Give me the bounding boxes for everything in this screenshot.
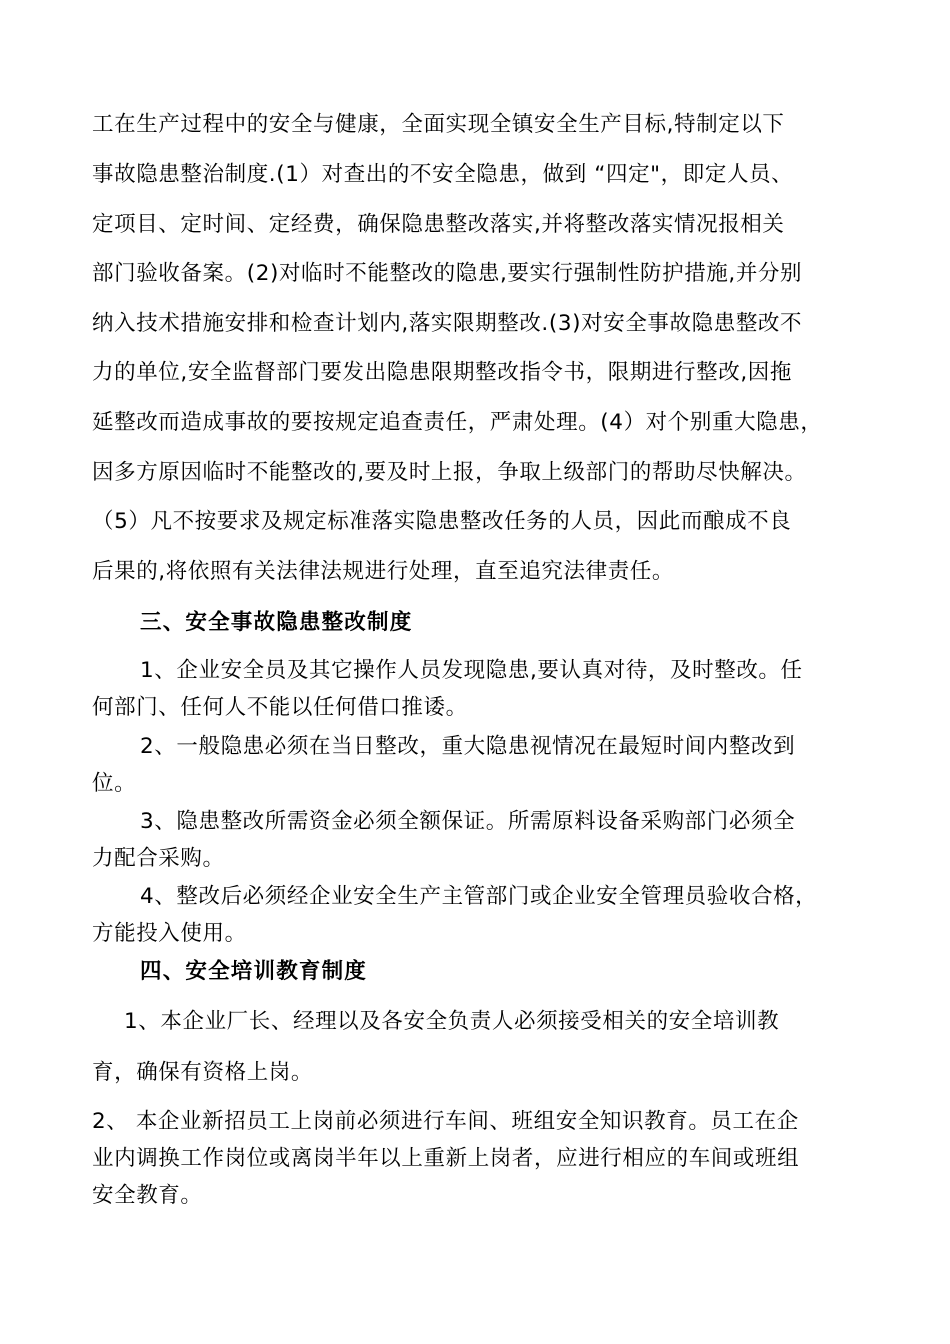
- list-item-line: 4、整改后必须经企业安全生产主管部门或企业安全管理员验收合格，: [140, 884, 818, 909]
- paragraph-line: 部门验收备案。(2)对临时不能整改的隐患,要实行强制性防护措施,并分别: [92, 261, 803, 286]
- paragraph-line: 后果的,将依照有关法律法规进行处理，直至追究法律责任。: [92, 559, 675, 584]
- section-heading: 四、安全培训教育制度: [140, 959, 368, 984]
- list-item-line: 3、隐患整改所需资金必须全额保证。所需原料设备采购部门必须全: [140, 809, 796, 834]
- paragraph-line: 力的单位,安全监督部门要发出隐患限期整改指令书，限期进行整改,因拖: [92, 360, 792, 385]
- paragraph-line: 定项目、定时间、定经费，确保隐患整改落实,并将整改落实情况报相关: [92, 212, 785, 237]
- list-item-line: 力配合采购。: [92, 846, 225, 871]
- list-item-line: 2、 本企业新招员工上岗前必须进行车间、班组安全知识教育。员工在企: [92, 1109, 799, 1134]
- section-heading: 三、安全事故隐患整改制度: [140, 610, 413, 635]
- list-item-line: 方能投入使用。: [92, 921, 247, 946]
- list-item-line: 何部门、任何人不能以任何借口推诿。: [92, 695, 468, 720]
- list-item-line: 1、本企业厂长、经理以及各安全负责人必须接受相关的安全培训教: [124, 1009, 780, 1034]
- list-item-line: 1、企业安全员及其它操作人员发现隐患,要认真对待，及时整改。任: [140, 658, 803, 683]
- paragraph-line: 工在生产过程中的安全与健康，全面实现全镇安全生产目标,特制定以下: [92, 112, 785, 137]
- paragraph-line: 延整改而造成事故的要按规定追查责任，严肃处理。(4）对个别重大隐患，: [92, 410, 823, 435]
- list-item-line: 2、一般隐患必须在当日整改，重大隐患视情况在最短时间内整改到: [140, 734, 796, 759]
- list-item-line: 业内调换工作岗位或离岗半年以上重新上岗者，应进行相应的车间或班组: [92, 1146, 800, 1171]
- list-item-line: 位。: [92, 771, 137, 796]
- paragraph-line: 纳入技术措施安排和检查计划内,落实限期整改.(3)对安全事故隐患整改不: [92, 311, 803, 336]
- list-item-line: 安全教育。: [92, 1183, 203, 1208]
- paragraph-line: （5）凡不按要求及规定标准落实隐患整改任务的人员，因此而酿成不良: [92, 509, 792, 534]
- paragraph-line: 事故隐患整治制度.(1）对查出的不安全隐患，做到 “四定"，即定人员、: [92, 162, 794, 187]
- list-item-line: 育，确保有资格上岗。: [92, 1060, 314, 1085]
- paragraph-line: 因多方原因临时不能整改的,要及时上报，争取上级部门的帮助尽快解决。: [92, 460, 807, 485]
